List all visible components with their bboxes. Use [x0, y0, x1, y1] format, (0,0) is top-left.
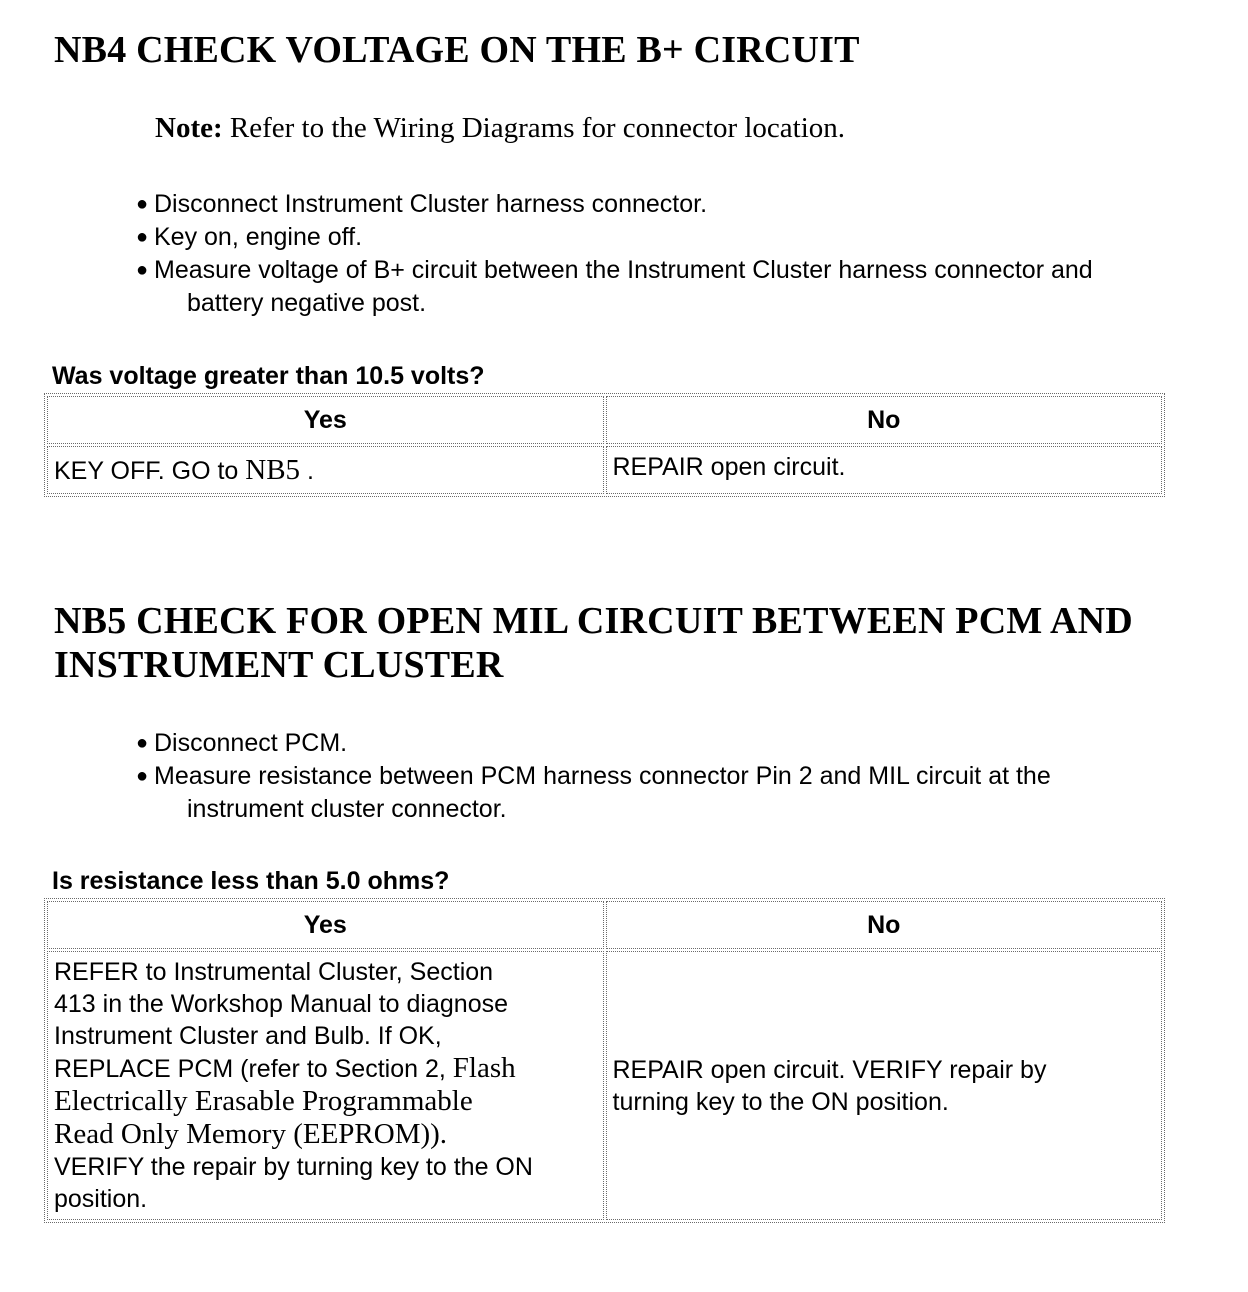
table-header-row [47, 396, 1162, 444]
nb4-step-1: ● Disconnect Instrument Cluster harness connector. [136, 188, 1093, 221]
no-cell: REPAIR open circuit. [606, 446, 1163, 494]
table-row [47, 446, 1162, 494]
nb5-question: Is resistance less than 5.0 ohms? [52, 867, 450, 895]
nb4-title: NB4 CHECK VOLTAGE ON THE B+ CIRCUIT [54, 29, 860, 71]
nb5-step-2: ● Measure resistance between PCM harness connector Pin 2 and MIL circuit at the instrument cluster connector. [136, 762, 1051, 823]
nb4-note [155, 108, 845, 148]
nb4-steps [136, 188, 1093, 320]
note-label: Note: [155, 112, 223, 144]
bullet-icon: ● [136, 259, 149, 281]
no-cell: REPAIR open circuit. VERIFY repair by turning key to the ON position. [606, 951, 1163, 1220]
yes-header: Yes [47, 396, 604, 444]
nb4-step-2: ● Key on, engine off. [136, 221, 1093, 254]
no-header: No [606, 901, 1163, 949]
nb5-link[interactable]: NB5 [245, 453, 301, 486]
nb4-question: Was voltage greater than 10.5 volts? [52, 362, 485, 390]
yes-cell: REFER to Instrumental Cluster, Section 413 in the Workshop Manual to diagnose Instrument Cluster and Bulb. If OK, REPLACE PCM (refer to Section 2, Flash Electrically Erasable Programmable Read Only Memory (EEPROM)). VERIFY the repair by turning key to the ON position. [47, 951, 604, 1220]
bullet-icon: ● [136, 732, 149, 754]
yes-cell: KEY OFF. GO to NB5 . [47, 446, 604, 494]
yes-header: Yes [47, 901, 604, 949]
no-header: No [606, 396, 1163, 444]
bullet-icon: ● [136, 193, 149, 215]
note-text: Refer to the Wiring Diagrams for connector location. [222, 112, 846, 144]
nb4-decision-table [44, 393, 1165, 497]
nb5-title: NB5 CHECK FOR OPEN MIL CIRCUIT BETWEEN PCM AND INSTRUMENT CLUSTER [54, 600, 1133, 686]
bullet-icon: ● [136, 226, 149, 248]
nb5-steps [136, 727, 1051, 826]
nb5-step-1: ● Disconnect PCM. [136, 727, 1051, 760]
nb5-decision-table [44, 898, 1165, 1223]
table-header-row [47, 901, 1162, 949]
bullet-icon: ● [136, 765, 149, 787]
nb4-step-3: ● Measure voltage of B+ circuit between the Instrument Cluster harness connector and battery negative post. [136, 256, 1093, 317]
table-row [47, 951, 1162, 1220]
